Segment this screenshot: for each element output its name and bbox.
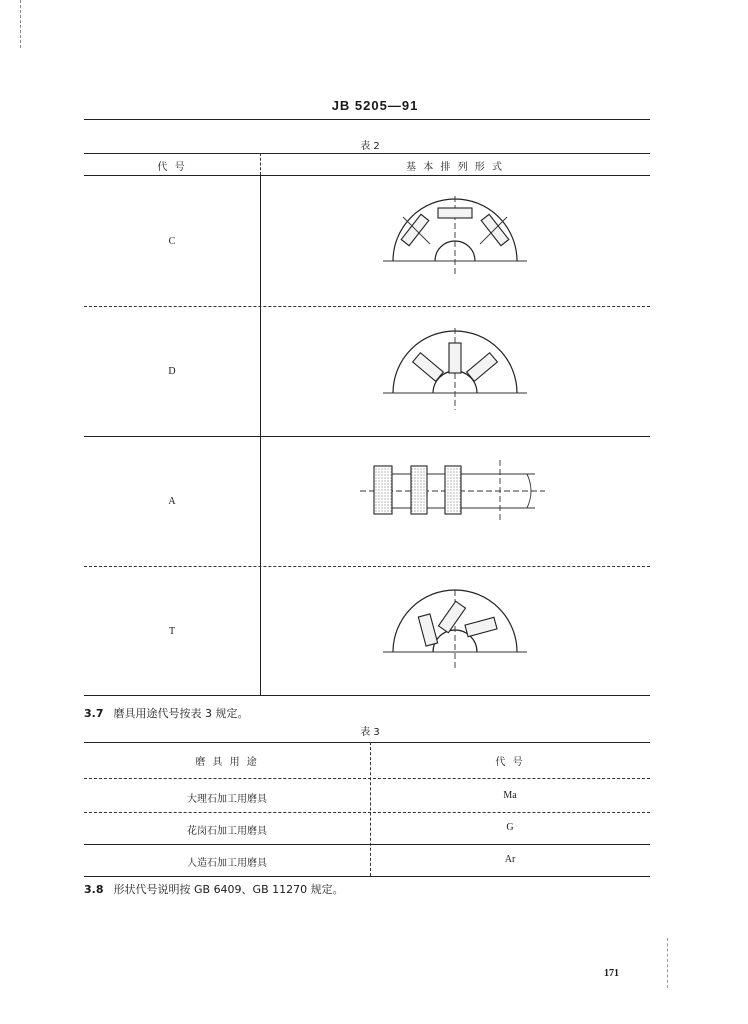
table2-row-code: D (168, 366, 176, 377)
table2-col-code-header: 代 号 (157, 162, 187, 173)
table2-row-code: A (168, 496, 176, 507)
table2-caption: 表 2 (360, 141, 380, 152)
table3-bottom-rule (84, 876, 650, 877)
clause-text: 磨具用途代号按表 3 规定。 (113, 707, 249, 720)
table3-col-code-header: 代 号 (495, 757, 525, 768)
table3-row-divider (84, 812, 650, 813)
table2-row-code: T (168, 626, 176, 637)
standard-code: JB 5205—91 (331, 98, 419, 113)
table3-row-usage: 大理石加工用磨具 (187, 794, 267, 805)
table3-caption: 表 3 (360, 727, 380, 738)
table3-row-usage: 人造石加工用磨具 (187, 858, 267, 869)
clause-number: 3.7 (84, 707, 104, 720)
clause-text: 形状代号说明按 GB 6409、GB 11270 规定。 (113, 883, 344, 896)
table3-row-usage: 花岗石加工用磨具 (187, 826, 267, 837)
page-number: 171 (604, 968, 619, 979)
scan-mark (667, 938, 668, 988)
table3-row-code: G (506, 822, 514, 833)
table3-col-usage-header: 磨 具 用 途 (195, 757, 259, 768)
clause-number: 3.8 (84, 883, 104, 896)
table3-row-code: Ma (503, 790, 517, 801)
table3-row-code: Ar (504, 854, 516, 865)
table2-row-code: C (168, 236, 176, 247)
table3-top-rule (84, 742, 650, 743)
clause-3-8 (84, 881, 344, 897)
table3-header-rule (84, 778, 650, 779)
table3-row-divider (84, 844, 650, 845)
scan-mark (20, 0, 21, 48)
clause-3-7 (84, 705, 249, 721)
table2-col-form-header: 基 本 排 列 形 式 (406, 162, 504, 173)
